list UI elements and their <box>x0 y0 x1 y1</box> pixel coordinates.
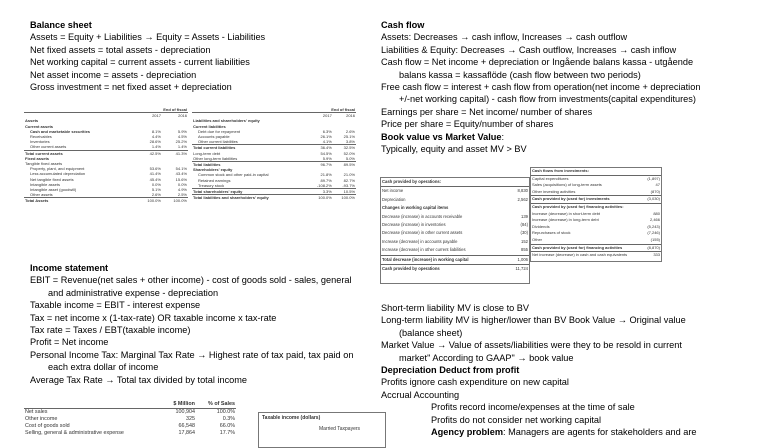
table-cell-value: 2,466 <box>649 217 660 223</box>
table-cell-label: Intangible assets <box>30 181 61 187</box>
table-cell-label: Other current liabilities <box>198 139 238 145</box>
table-cell-value: 0.3% <box>222 416 235 422</box>
table-cell-label: Increase (decrease) in accounts payable <box>382 238 458 244</box>
table-cell-label: Retained earnings <box>198 177 231 183</box>
table-cell-label: Receivables <box>30 134 52 140</box>
text-line: and administrative expense - depreciation <box>48 287 219 298</box>
table-cell-value: 89.5% <box>333 162 356 168</box>
text-line: (balance sheet) <box>399 327 463 338</box>
table-row <box>381 255 529 264</box>
tax-table-title: Taxable income (dollars) <box>262 415 321 421</box>
balance-sheet-line: Net asset income = assets - depreciation <box>30 69 197 80</box>
balance-sheet-line: Net fixed assets = total assets - depreciation <box>30 44 211 55</box>
text-line: Assets: Decreases → cash inflow, Increases → cash outflow <box>381 32 628 43</box>
table-cell-label: Fixed assets <box>25 155 50 161</box>
table-cell-value: 4.9% <box>177 187 187 193</box>
table-row <box>381 265 529 274</box>
text-line: Long-term liability MV is higher/lower than BV Book Value → Original value <box>381 315 686 326</box>
cash-flow-title: Cash flow <box>381 20 425 30</box>
table-cell-label: Increase (decrease) in short-term debt <box>532 210 601 216</box>
text-line: Market Value → Value of assets/liabilities were they to be resold in current <box>381 340 682 351</box>
table-cell-label: Total current assets <box>24 150 136 156</box>
text-line: market" According to GAAP" → book value <box>399 352 574 363</box>
table-cell-label: Total shareholders' equity <box>192 189 308 195</box>
table-cell-value: 96.7% <box>308 162 333 168</box>
table-row <box>531 217 661 224</box>
table-cell-value: 25.1% <box>343 134 355 140</box>
table-cell-label: Less accumulated depreciation <box>30 171 86 177</box>
cash-flow-section <box>381 19 700 155</box>
table-cell-label: Other investing activities <box>532 188 576 194</box>
table-cell-value: 53.6% <box>149 166 161 172</box>
table-cell-label: Depreciation <box>382 196 406 202</box>
agency-problem-title: Agency problem <box>431 427 503 438</box>
table-row <box>531 175 661 182</box>
table-cell-label: Cash and marketable securities <box>30 128 91 134</box>
table-cell-value: 17.7% <box>219 430 235 436</box>
table-cell-value: 21.0% <box>343 172 355 178</box>
table-cell-value: 139 <box>521 213 528 219</box>
table-cell-value: 1.4% <box>151 144 161 150</box>
table-cell-value: 54.1% <box>175 166 187 172</box>
table-header: End of fiscal <box>24 107 188 113</box>
text-line: Taxable income = EBIT - interest expense <box>30 300 201 311</box>
table-cell-label: Inventories <box>30 139 50 145</box>
tax-table <box>258 412 386 448</box>
table-cell-value: 100.0% <box>162 198 188 204</box>
table-cell-label: Dividends <box>532 223 550 229</box>
table-cell-value: -108.2% <box>316 182 332 188</box>
table-cell-label: Assets <box>25 118 39 124</box>
table-cell-label: Net income <box>382 188 404 194</box>
table-cell-value: 325 <box>185 416 195 422</box>
table-cell-value: 36.4% <box>308 145 333 151</box>
table-row <box>24 198 188 204</box>
balance-sheet-title: Balance sheet <box>30 20 92 30</box>
table-row <box>24 416 236 423</box>
table-cell-label: Cash provided by operations <box>381 265 508 274</box>
table-cell-value: 6.3% <box>322 128 332 134</box>
balance-sheet-section <box>30 19 265 93</box>
table-cell-value: 15.6% <box>175 176 187 182</box>
income-table <box>24 401 236 441</box>
table-cell-value: 89.7% <box>320 177 332 183</box>
table-cell-label: Total decrease (increase) in working capital <box>381 255 508 264</box>
text-line: Short-term liability MV is close to BV <box>381 303 530 313</box>
text-line: Tax rate = Taxes / EBT(taxable income) <box>30 325 191 336</box>
table-row <box>531 211 661 218</box>
table-cell-value: 1.4% <box>177 144 187 150</box>
table-cell-label: Cost of goods sold <box>25 423 70 429</box>
table-cell-value <box>508 204 529 212</box>
table-header: End of fiscal <box>192 107 356 113</box>
table-cell-value: 66,548 <box>178 423 195 429</box>
table-cell-label: Total liabilities <box>192 162 308 168</box>
table-cell-value: 100.0% <box>136 198 162 204</box>
table-cell-label: Increase (decrease) in other current liabilities <box>382 247 466 253</box>
table-cell-label: Selling, general & administrative expense <box>25 430 124 436</box>
table-header: Cash flows from investments: <box>531 168 661 175</box>
table-cell-value: 43.4% <box>175 171 187 177</box>
table-row <box>192 195 356 201</box>
table-cell-value: 42.5% <box>136 150 162 156</box>
book-vs-market-colon: : <box>501 131 505 142</box>
table-row <box>531 224 661 231</box>
table-cell-label: Liabilities and shareholders' equity <box>193 118 260 124</box>
table-cell-label: Cash provided by (used for) financing activities <box>531 244 644 252</box>
table-cell-label: Debt due for repayment <box>198 128 241 134</box>
table-cell-label: Capital expenditures <box>532 175 569 181</box>
table-cell-label: Common stock and other paid-in capital <box>198 172 269 178</box>
table-cell-value: 17,864 <box>178 430 195 436</box>
table-cell-value: 855 <box>521 247 528 253</box>
table-cell-value: 2.5% <box>177 192 187 198</box>
table-cell-value: 25.2% <box>175 139 187 145</box>
table-cell-value: 2.6% <box>151 192 161 198</box>
cash-ops-table <box>380 177 530 284</box>
income-statement-section <box>30 262 353 386</box>
table-cell-value: 1,006 <box>508 255 529 264</box>
table-cell-label: Increase (decrease) in long-term debt <box>532 217 599 223</box>
text-line: balans kassa = kassaflöde (cash flow between two periods) <box>399 69 641 80</box>
table-cell-value: 100,904 <box>175 409 195 415</box>
table-row <box>381 229 529 237</box>
table-row <box>531 237 661 244</box>
table-cell-label: Long-term debt <box>193 150 221 156</box>
table-cell-label: Current assets <box>25 123 54 129</box>
table-cell-value: (1,897) <box>647 175 660 181</box>
table-cell-label: Property, plant, and equipment <box>30 166 85 172</box>
table-cell-label: Current liabilities <box>193 123 226 129</box>
table-row <box>381 187 529 196</box>
table-cell-label: Other <box>532 236 543 242</box>
table-cell-label: Repurchases of stock <box>532 230 571 236</box>
table-row <box>381 221 529 229</box>
table-row <box>531 252 661 259</box>
book-vs-market-title: Book value vs Market Value <box>381 131 502 142</box>
table-row <box>24 430 236 437</box>
table-cell-value: 100.0% <box>308 195 333 201</box>
market-value-section <box>381 302 697 438</box>
table-row <box>531 196 661 203</box>
table-cell-value: (870) <box>650 188 660 194</box>
table-row <box>531 182 661 189</box>
table-cell-label: Net sales <box>25 409 48 415</box>
text-line: EBIT = Revenue(net sales + other income) - cost of goods sold - sales, general <box>30 275 352 286</box>
table-cell-value: 5.9% <box>177 128 187 134</box>
text-line: +/-net working capital) - cash flow from investments(capital expenditures) <box>399 94 696 105</box>
table-cell-label: Sales (acquisitions) of long-term assets <box>532 182 602 188</box>
table-row <box>381 204 529 212</box>
text-line: Price per share = Equity/number of shares <box>381 119 554 130</box>
text-line: Accrual Accounting <box>381 389 460 400</box>
table-cell-value: 880 <box>653 210 660 216</box>
text-line: each extra dollar of income <box>48 362 159 373</box>
table-cell-label: Shareholders' equity <box>193 167 233 173</box>
table-cell-label: Cash provided by (used for) financing activities: <box>531 203 644 210</box>
table-cell-value: 47 <box>655 182 660 188</box>
table-cell-value: 4.5% <box>177 134 187 140</box>
book-vs-market-line: Typically, equity and asset MV > BV <box>381 144 527 155</box>
table-cell-value: 52.0% <box>343 150 355 156</box>
table-cell-label: Total Assets <box>24 198 136 204</box>
table-cell-value: 100.0% <box>216 409 235 415</box>
table-cell-value: (84) <box>520 222 528 228</box>
table-row <box>381 196 529 204</box>
tax-table-subtitle: Married Taxpayers <box>319 426 361 432</box>
table-cell-label: Net increase (decrease) in cash and cash equivalents <box>531 252 644 259</box>
table-cell-value: 8.1% <box>151 128 161 134</box>
table-cell-value: 3.8% <box>345 139 355 145</box>
text-line: Cash flow = Net income + depreciation or Ingående balans kassa - utgående <box>381 57 694 68</box>
balance-sheet-line: Gross investment = net fixed asset + depreciation <box>30 82 232 93</box>
text-line: Depreciation Deduct from profit <box>381 365 520 376</box>
table-cell-label: Intangible asset (goodwill) <box>30 187 77 193</box>
table-cell-label: Total liabilities and shareholders' equity <box>192 195 308 201</box>
table-cell-label: Accounts payable <box>198 134 230 140</box>
table-cell-label: Tangible fixed assets <box>25 161 63 167</box>
table-cell-value: 54.5% <box>320 150 332 156</box>
balance-sheet-table <box>24 107 356 251</box>
table-row <box>381 246 529 255</box>
table-cell-label: Total current liabilities <box>192 145 308 151</box>
table-cell-value: 11,724 <box>508 265 529 274</box>
table-cell-value: 5.9% <box>322 155 332 161</box>
table-cell-value: 2.6% <box>345 128 355 134</box>
table-cell-value: 333 <box>644 252 661 259</box>
table-cell-value: 21.8% <box>320 172 332 178</box>
table-cell-label: Decrease (increase) in other current assets <box>382 230 463 236</box>
table-row <box>381 238 529 246</box>
table-cell-value: 32.5% <box>333 145 356 151</box>
table-cell-value: 3.3% <box>308 189 333 195</box>
text-line: Free cash flow = interest + cash flow from operation(net income + depreciation <box>381 82 701 93</box>
table-cell-value: 4.4% <box>151 134 161 140</box>
text-line: Profits do not consider net working capital <box>431 414 602 425</box>
agency-problem-text: : Managers are agents for stakeholders and are <box>502 427 697 438</box>
table-cell-value: 26.1% <box>320 134 332 140</box>
table-cell-label: Decrease (increase) in inventories <box>382 222 446 228</box>
table-cell-value: 66.0% <box>219 423 235 429</box>
table-header: $ Million % of Sales <box>24 401 236 409</box>
table-cell-value: 28.6% <box>149 139 161 145</box>
table-row <box>531 230 661 237</box>
table-row <box>531 244 661 252</box>
table-row <box>24 423 236 430</box>
table-cell-value: 4.1% <box>322 139 332 145</box>
table-cell-value: 82.7% <box>343 177 355 183</box>
table-cell-value: 41.4% <box>149 171 161 177</box>
table-cell-value: 100.0% <box>333 195 356 201</box>
text-line: Average Tax Rate → Total tax divided by total income <box>30 374 248 385</box>
table-cell-label: Net tangible fixed assets <box>30 176 74 182</box>
table-cell-value: 10.5% <box>333 189 356 195</box>
table-header: 2017 2016 <box>322 113 355 119</box>
table-row <box>531 203 661 210</box>
table-cell-label: Other long-term liabilities <box>193 155 238 161</box>
table-cell-value: 5.0% <box>345 155 355 161</box>
table-cell-label: Other current assets <box>30 144 67 150</box>
table-cell-value: (7,246) <box>647 230 660 236</box>
balance-sheet-line: Net working capital = current assets - current liabilities <box>30 57 250 68</box>
table-cell-label: Other income <box>25 416 58 422</box>
cash-investments-table <box>530 167 662 262</box>
table-cell-value: -93.7% <box>342 182 355 188</box>
table-cell-value: (3,030) <box>644 196 661 203</box>
text-line: Tax = net income x (1-tax-rate) OR taxable income x tax-rate <box>30 312 277 323</box>
table-cell-value: (30) <box>520 230 528 236</box>
balance-sheet-line: Assets = Equity + Liabilities → Equity = Assets - Liabilities <box>30 32 266 43</box>
table-cell-label: Other assets <box>30 192 53 198</box>
table-row <box>381 213 529 221</box>
text-line: Liabilities & Equity: Decreases → Cash outflow, Increases → cash inflow <box>381 44 677 55</box>
table-row <box>531 189 661 196</box>
table-cell-value: (5,243) <box>647 223 660 229</box>
table-cell-value: 0.0% <box>177 181 187 187</box>
text-line: Profits record income/expenses at the time of sale <box>431 402 635 413</box>
table-cell-value: (155) <box>650 236 660 242</box>
text-line: Earnings per share = Net income/ number of shares <box>381 106 593 117</box>
table-header: 2017 2016 <box>152 113 187 119</box>
table-cell-label: Changes in working capital items <box>382 205 449 211</box>
table-cell-value: 0.0% <box>151 181 161 187</box>
table-cell-value: 2,562 <box>517 196 528 202</box>
table-cell-value: 45.4% <box>149 176 161 182</box>
text-line: Profit = Net income <box>30 337 109 348</box>
table-cell-value: (8,870) <box>644 244 661 252</box>
table-cell-value: 41.3% <box>162 150 188 156</box>
table-cell-label: Cash provided by (used for) investments <box>531 196 644 203</box>
text-line: Personal Income Tax: Marginal Tax Rate → Highest rate of tax paid, tax paid on <box>30 349 354 360</box>
table-row <box>24 409 236 417</box>
table-header: Cash provided by operations: <box>381 178 529 187</box>
income-statement-title: Income statement <box>30 263 109 273</box>
table-cell-value: 8,830 <box>517 188 528 194</box>
table-cell-label: Decrease (increase) in accounts receivable <box>382 213 463 219</box>
table-cell-label: Treasury stock <box>198 182 225 188</box>
table-cell-value: 152 <box>521 238 528 244</box>
table-cell-value <box>644 203 661 210</box>
text-line: Profits ignore cash expenditure on new capital <box>381 377 569 388</box>
table-cell-value: 5.1% <box>151 187 161 193</box>
